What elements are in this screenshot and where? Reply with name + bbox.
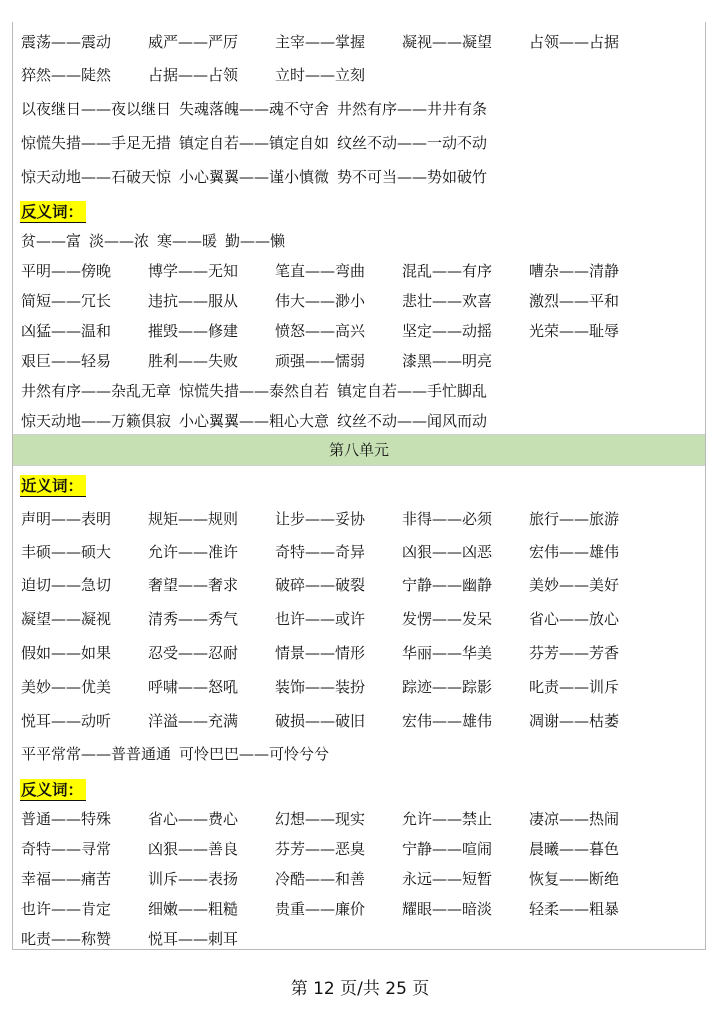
word-pair: 破损——破旧 [275,712,366,730]
word-pair: 幻想——现实 [275,810,366,828]
word-pair: 让步——妥协 [275,510,366,528]
word-pair: 芬芳——恶臭 [275,840,366,858]
word-pair: 失魂落魄——魂不守舍 [179,100,330,118]
word-row [21,351,701,371]
word-pair: 寒——暖 [157,232,218,250]
word-row [21,509,701,529]
word-row [21,32,701,52]
word-pair: 混乱——有序 [402,262,493,280]
word-pair: 迫切——急切 [21,576,112,594]
antonym-heading: 反义词： [20,779,86,801]
word-pair: 凝望——凝视 [21,610,112,628]
word-pair: 普通——特殊 [21,810,112,828]
word-pair: 光荣——耻辱 [529,322,620,340]
word-pair: 平明——傍晚 [21,262,112,280]
word-pair: 小心翼翼——谨小慎微 [179,168,330,186]
word-pair: 清秀——秀气 [148,610,239,628]
word-pair: 威严——严厉 [148,33,239,51]
word-pair: 可怜巴巴——可怜兮兮 [179,745,330,763]
word-pair: 镇定自若——手忙脚乱 [337,382,488,400]
word-pair: 华丽——华美 [402,644,493,662]
word-pair: 宏伟——雄伟 [402,712,493,730]
word-pair: 坚定——动摇 [402,322,493,340]
word-pair: 勤——懒 [225,232,286,250]
word-pair: 悦耳——动听 [21,712,112,730]
word-pair: 简短——冗长 [21,292,112,310]
word-pair: 摧毁——修建 [148,322,239,340]
word-pair: 丰硕——硕大 [21,543,112,561]
word-pair: 叱责——称赞 [21,930,112,948]
word-row [21,381,701,401]
word-pair: 装饰——装扮 [275,678,366,696]
word-row [21,744,701,764]
word-pair: 恢复——断绝 [529,870,620,888]
word-row [21,133,701,153]
word-pair: 非得——必须 [402,510,493,528]
word-row [21,899,701,919]
word-pair: 镇定自若——镇定自如 [179,134,330,152]
unit8-section-header: 第八单元 [13,434,705,466]
word-pair: 惊慌失措——手足无措 [21,134,172,152]
word-row [21,677,701,697]
word-pair: 训斥——表扬 [148,870,239,888]
word-pair: 也许——肯定 [21,900,112,918]
word-pair: 违抗——服从 [148,292,239,310]
word-pair: 凋谢——枯萎 [529,712,620,730]
word-pair: 忍受——忍耐 [148,644,239,662]
word-pair: 美妙——美好 [529,576,620,594]
word-pair: 顽强——懦弱 [275,352,366,370]
word-pair: 芬芳——芳香 [529,644,620,662]
word-pair: 震荡——震动 [21,33,112,51]
word-pair: 势不可当——势如破竹 [337,168,488,186]
word-pair: 凶狠——善良 [148,840,239,858]
word-pair: 叱责——训斥 [529,678,620,696]
word-row [21,643,701,663]
word-pair: 惊天动地——石破天惊 [21,168,172,186]
word-pair: 宏伟——雄伟 [529,543,620,561]
word-pair: 省心——放心 [529,610,620,628]
word-pair: 允许——准许 [148,543,239,561]
word-pair: 声明——表明 [21,510,112,528]
word-pair: 凄凉——热闹 [529,810,620,828]
word-pair: 纹丝不动——一动不动 [337,134,488,152]
word-pair: 主宰——掌握 [275,33,366,51]
page-number: 第 12 页/共 25 页 [290,979,430,999]
word-pair: 贵重——廉价 [275,900,366,918]
word-pair: 幸福——痛苦 [21,870,112,888]
word-pair: 占据——占领 [148,66,239,84]
word-pair: 惊天动地——万籁俱寂 [21,412,172,430]
word-row [21,99,701,119]
word-pair: 井然有序——井井有条 [337,100,488,118]
word-pair: 也许——或许 [275,610,366,628]
synonym-heading: 近义词： [20,475,86,497]
word-row [21,839,701,859]
word-pair: 规矩——规则 [148,510,239,528]
word-pair: 猝然——陡然 [21,66,112,84]
word-pair: 耀眼——暗淡 [402,900,493,918]
word-pair: 博学——无知 [148,262,239,280]
word-pair: 凶狠——凶恶 [402,543,493,561]
word-pair: 允许——禁止 [402,810,493,828]
word-pair: 嘈杂——清静 [529,262,620,280]
word-pair: 踪迹——踪影 [402,678,493,696]
word-pair: 洋溢——充满 [148,712,239,730]
word-pair: 漆黑——明亮 [402,352,493,370]
word-pair: 淡——浓 [89,232,150,250]
word-row [21,929,701,949]
word-pair: 悦耳——刺耳 [148,930,239,948]
word-pair: 奢望——奢求 [148,576,239,594]
word-row [21,167,701,187]
word-row [21,261,701,281]
word-pair: 占领——占据 [529,33,620,51]
word-pair: 悲壮——欢喜 [402,292,493,310]
document-page [12,22,706,950]
word-row [21,609,701,629]
word-pair: 冷酷——和善 [275,870,366,888]
word-pair: 美妙——优美 [21,678,112,696]
word-pair: 愤怒——高兴 [275,322,366,340]
word-pair: 省心——费心 [148,810,239,828]
word-pair: 呼啸——怒吼 [148,678,239,696]
word-pair: 情景——情形 [275,644,366,662]
word-pair: 胜利——失败 [148,352,239,370]
word-pair: 惊慌失措——泰然自若 [179,382,330,400]
word-pair: 立时——立刻 [275,66,366,84]
word-pair: 井然有序——杂乱无章 [21,382,172,400]
word-row [21,65,701,85]
word-pair: 激烈——平和 [529,292,620,310]
word-pair: 艰巨——轻易 [21,352,112,370]
word-pair: 细嫩——粗糙 [148,900,239,918]
word-pair: 伟大——渺小 [275,292,366,310]
word-pair: 旅行——旅游 [529,510,620,528]
word-row [21,869,701,889]
word-row [21,542,701,562]
word-pair: 凝视——凝望 [402,33,493,51]
word-row [21,711,701,731]
antonym-heading: 反义词： [20,201,86,223]
word-row [21,411,701,431]
word-pair: 奇特——奇异 [275,543,366,561]
word-pair: 发愣——发呆 [402,610,493,628]
word-pair: 纹丝不动——闻风而动 [337,412,488,430]
word-pair: 永远——短暂 [402,870,493,888]
word-row [21,575,701,595]
word-pair: 笔直——弯曲 [275,262,366,280]
word-pair: 奇特——寻常 [21,840,112,858]
word-row [21,291,701,311]
word-pair: 破碎——破裂 [275,576,366,594]
word-row [21,321,701,341]
word-row [21,231,701,251]
word-pair: 轻柔——粗暴 [529,900,620,918]
word-pair: 晨曦——暮色 [529,840,620,858]
word-pair: 平平常常——普普通通 [21,745,172,763]
word-pair: 假如——如果 [21,644,112,662]
word-pair: 凶猛——温和 [21,322,112,340]
word-row [21,809,701,829]
word-pair: 贫——富 [21,232,82,250]
word-pair: 以夜继日——夜以继日 [21,100,172,118]
word-pair: 宁静——幽静 [402,576,493,594]
word-pair: 宁静——喧闹 [402,840,493,858]
word-pair: 小心翼翼——粗心大意 [179,412,330,430]
